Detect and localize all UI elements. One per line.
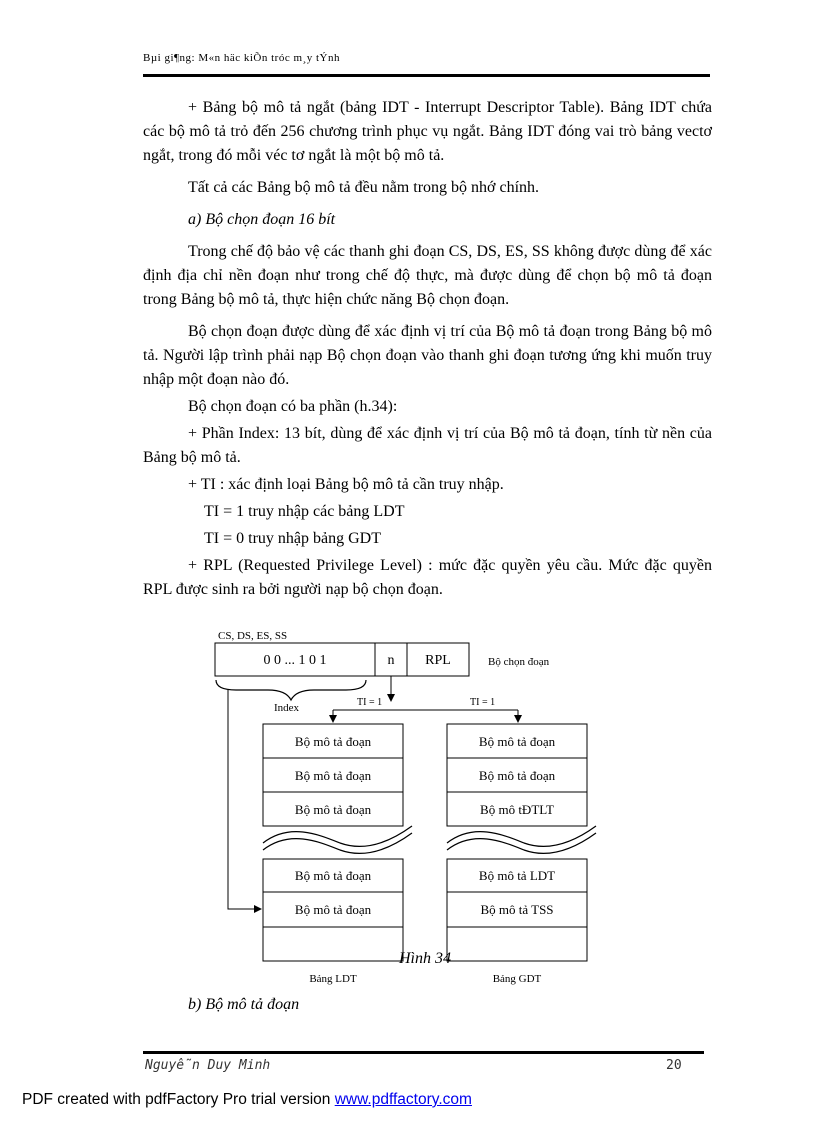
pdffactory-link[interactable]: www.pdffactory.com bbox=[334, 1091, 472, 1108]
paragraph-main-memory: Tất cả các Bảng bộ mô tả đều nằm trong bộ nhớ chính. bbox=[188, 179, 540, 196]
footer-author: Nguyễn Duy Minh bbox=[145, 1058, 271, 1073]
register-label: CS, DS, ES, SS bbox=[218, 630, 288, 642]
paragraph-ti-1: TI = 1 truy nhập các bảng LDT bbox=[204, 503, 405, 520]
paragraph-ti: + TI : xác định loại Bảng bộ mô tả cần truy nhập. bbox=[188, 476, 504, 493]
section-a-heading: a) Bộ chọn đoạn 16 bít bbox=[188, 211, 336, 228]
page-header: Bµi gi¶ng: M«n häc kiÕn tróc m¸y tÝnh bbox=[143, 52, 340, 64]
ldt-caption: Bảng LDT bbox=[309, 973, 357, 985]
index-brace bbox=[216, 680, 366, 700]
gdt-row-3: Bộ mô tĐTLT bbox=[480, 802, 554, 817]
ldt-row-4: Bộ mô tả đoạn bbox=[294, 868, 372, 883]
footer-rule bbox=[143, 1051, 704, 1054]
index-label: Index bbox=[274, 702, 300, 714]
ldt-row-2: Bộ mô tả đoạn bbox=[294, 768, 372, 783]
paragraph-ti-0: TI = 0 truy nhập bảng GDT bbox=[204, 530, 381, 547]
figure-caption: Hình 34 bbox=[399, 950, 451, 967]
gdt-row-5: Bộ mô tả TSS bbox=[480, 902, 554, 917]
gdt-caption: Bảng GDT bbox=[492, 973, 542, 985]
index-arrow bbox=[228, 690, 261, 909]
paragraph-idt: + Bảng bộ mô tả ngắt (bảng IDT - Interrupt Descriptor Table). Bảng IDT chứa các bộ mô tả trỏ đến 256 chương trình phục vụ ngắt. Bảng IDT đóng vai trò bảng vectơ ngắt, trong đó mỗi véc tơ ngắt là một bộ mô tả. bbox=[143, 99, 712, 164]
ldt-row-3: Bộ mô tả đoạn bbox=[294, 802, 372, 817]
pdf-creator-note bbox=[22, 1091, 472, 1109]
gdt-row-2: Bộ mô tả đoạn bbox=[478, 768, 556, 783]
ti-right-label: TI = 1 bbox=[470, 697, 496, 708]
pdf-note-text: PDF created with pdfFactory Pro trial version bbox=[22, 1091, 335, 1108]
gdt-break-line bbox=[447, 826, 596, 846]
gdt-row-4: Bộ mô tả LDT bbox=[478, 868, 556, 883]
ti-left-label: TI = 1 bbox=[357, 697, 383, 708]
rpl-value: RPL bbox=[425, 653, 451, 668]
ldt-row-5: Bộ mô tả đoạn bbox=[294, 902, 372, 917]
section-b-heading: b) Bộ mô tả đoạn bbox=[188, 996, 300, 1013]
paragraph-protected-mode: Trong chế độ bảo vệ các thanh ghi đoạn CS, DS, ES, SS không được dùng để xác định địa chỉ nền đoạn như trong chế độ thực, mà được dùng để chọn bộ mô tả đoạn trong Bảng bộ mô tả, thực hiện chức năng Bộ chọn đoạn. bbox=[143, 243, 712, 308]
selector-label: Bộ chọn đoạn bbox=[488, 656, 550, 668]
paragraph-three-parts: Bộ chọn đoạn có ba phần (h.34): bbox=[188, 398, 398, 415]
paragraph-rpl: + RPL (Requested Privilege Level) : mức đặc quyền yêu cầu. Mức đặc quyền RPL được sinh ra bởi người nạp bộ chọn đoạn. bbox=[143, 557, 712, 598]
ti-value: n bbox=[387, 653, 395, 668]
paragraph-selector-purpose: Bộ chọn đoạn được dùng để xác định vị trí của Bộ mô tả đoạn trong Bảng bộ mô tả. Người lập trình phải nạp Bộ chọn đoạn vào thanh ghi đoạn tương ứng khi muốn truy nhập một đoạn nào đó. bbox=[143, 323, 712, 388]
index-bits: 0 0 ... 1 0 1 bbox=[263, 653, 327, 668]
gdt-row-1: Bộ mô tả đoạn bbox=[478, 734, 556, 749]
paragraph-index: + Phần Index: 13 bít, dùng để xác định vị trí của Bộ mô tả đoạn, tính từ nền của Bảng bộ mô tả. bbox=[143, 425, 712, 466]
ldt-row-1: Bộ mô tả đoạn bbox=[294, 734, 372, 749]
ldt-break-line bbox=[263, 826, 412, 846]
page-number: 20 bbox=[666, 1058, 682, 1073]
